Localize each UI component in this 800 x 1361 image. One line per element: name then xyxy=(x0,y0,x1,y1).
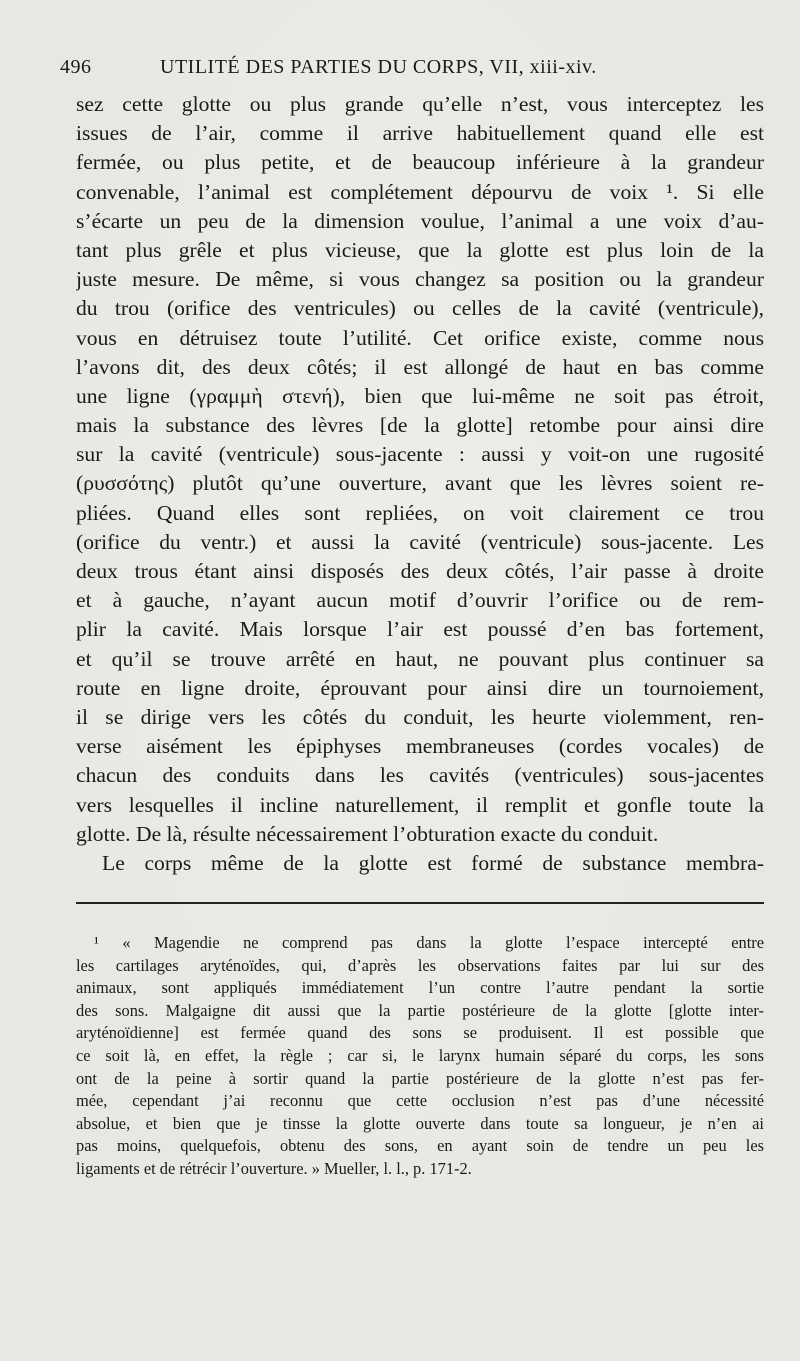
footnote-line: ligaments et de rétrécir l’ouverture. » Mueller, l. l., p. 171-2. xyxy=(76,1158,472,1178)
text-line: une ligne (γραμμὴ στενή), bien que lui-même ne soit pas étroit, xyxy=(76,383,764,408)
footnote xyxy=(76,932,764,1181)
footnote-line: aryténoïdienne] est fermée quand des sons se produisent. Il est possible que xyxy=(76,1023,764,1043)
text-line: glotte. De là, résulte nécessairement l’obturation exacte du conduit. xyxy=(76,821,659,846)
footnote-line: absolue, et bien que je tinsse la glotte ouverte dans toute sa longueur, je n’en ai xyxy=(76,1113,764,1133)
text-line: plir la cavité. Mais lorsque l’air est poussé d’en bas fortement, xyxy=(76,617,764,642)
footnote-line: ce soit là, en effet, la règle ; car si, le larynx humain séparé du corps, les sons xyxy=(76,1045,764,1065)
text-line: deux trous étant ainsi disposés des deux côtés, l’air passe à droite xyxy=(76,559,764,583)
text-line: mais la substance des lèvres [de la glotte] retombe pour ainsi dire xyxy=(76,413,764,438)
running-title: UTILITÉ DES PARTIES DU CORPS, VII, xiii-xiv. xyxy=(160,56,597,78)
text-line: l’avons dit, des deux côtés; il est allongé de haut en bas comme xyxy=(76,354,764,379)
footnote-line: animaux, sont appliqués immédiatement l’un contre l’autre pendant la sortie xyxy=(76,978,764,998)
footnote-line: les cartilages aryténoïdes, qui, d’après les observations faites par lui sur des xyxy=(76,955,764,975)
text-line: verse aisément les épiphyses membraneuses (cordes vocales) de xyxy=(76,734,764,759)
text-line: (ρυσσότης) plutôt qu’une ouverture, avant que les lèvres soient re- xyxy=(76,471,764,496)
text-line: juste mesure. De même, si vous changez sa position ou la grandeur xyxy=(76,267,764,292)
footnote-line: mée, cependant j’ai reconnu que cette occlusion n’est pas d’une nécessité xyxy=(76,1091,764,1111)
text-line: vous en détruisez toute l’utilité. Cet orifice existe, comme nous xyxy=(76,325,764,350)
text-line: du trou (orifice des ventricules) ou celles de la cavité (ventricule), xyxy=(76,296,764,321)
text-line: sur la cavité (ventricule) sous-jacente : aussi y voit-on une rugosité xyxy=(76,442,764,467)
text-line: (orifice du ventr.) et aussi la cavité (ventricule) sous-jacente. Les xyxy=(76,529,764,554)
text-line: fermée, ou plus petite, et de beaucoup inférieure à la grandeur xyxy=(76,150,764,175)
text-line: issues de l’air, comme il arrive habituellement quand elle est xyxy=(76,121,764,146)
footnote-line: pas moins, quelquefois, obtenu des sons, en ayant soin de tendre un peu les xyxy=(76,1136,764,1156)
text-line: pliées. Quand elles sont repliées, on voit clairement ce trou xyxy=(76,500,764,525)
text-line: et qu’il se trouve arrêté en haut, ne pouvant plus continuer sa xyxy=(76,646,764,671)
text-line: route en ligne droite, éprouvant pour ainsi dire un tournoiement, xyxy=(76,675,764,700)
text-line: vers lesquelles il incline naturellement, il remplit et gonfle toute la xyxy=(76,792,764,817)
text-line: s’écarte un peu de la dimension voulue, l’animal a une voix d’au- xyxy=(76,208,764,233)
footnote-line: des sons. Malgaigne dit aussi que la partie postérieure de la glotte [glotte inter- xyxy=(76,1000,764,1020)
text-line: convenable, l’animal est complétement dépourvu de voix ¹. Si elle xyxy=(76,179,764,204)
main-text xyxy=(76,90,764,878)
text-line: chacun des conduits dans les cavités (ventricules) sous-jacentes xyxy=(76,763,764,788)
footnote-line: ¹ « Magendie ne comprend pas dans la glotte l’espace intercepté entre xyxy=(94,933,764,952)
page-number: 496 xyxy=(60,56,92,78)
text-line: tant plus grêle et plus vicieuse, que la glotte est plus loin de la xyxy=(76,237,764,262)
text-line: et à gauche, n’ayant aucun motif d’ouvrir l’orifice ou de rem- xyxy=(76,588,764,613)
text-line: il se dirige vers les côtés du conduit, les heurte violemment, ren- xyxy=(76,704,764,729)
text-line: sez cette glotte ou plus grande qu’elle n’est, vous interceptez les xyxy=(76,92,764,116)
footnote-line: ont de la peine à sortir quand la partie postérieure de la glotte n’est pas fer- xyxy=(76,1068,764,1088)
footnote-rule xyxy=(76,902,764,904)
page-header xyxy=(60,56,700,86)
text-line: Le corps même de la glotte est formé de substance membra- xyxy=(102,850,764,875)
